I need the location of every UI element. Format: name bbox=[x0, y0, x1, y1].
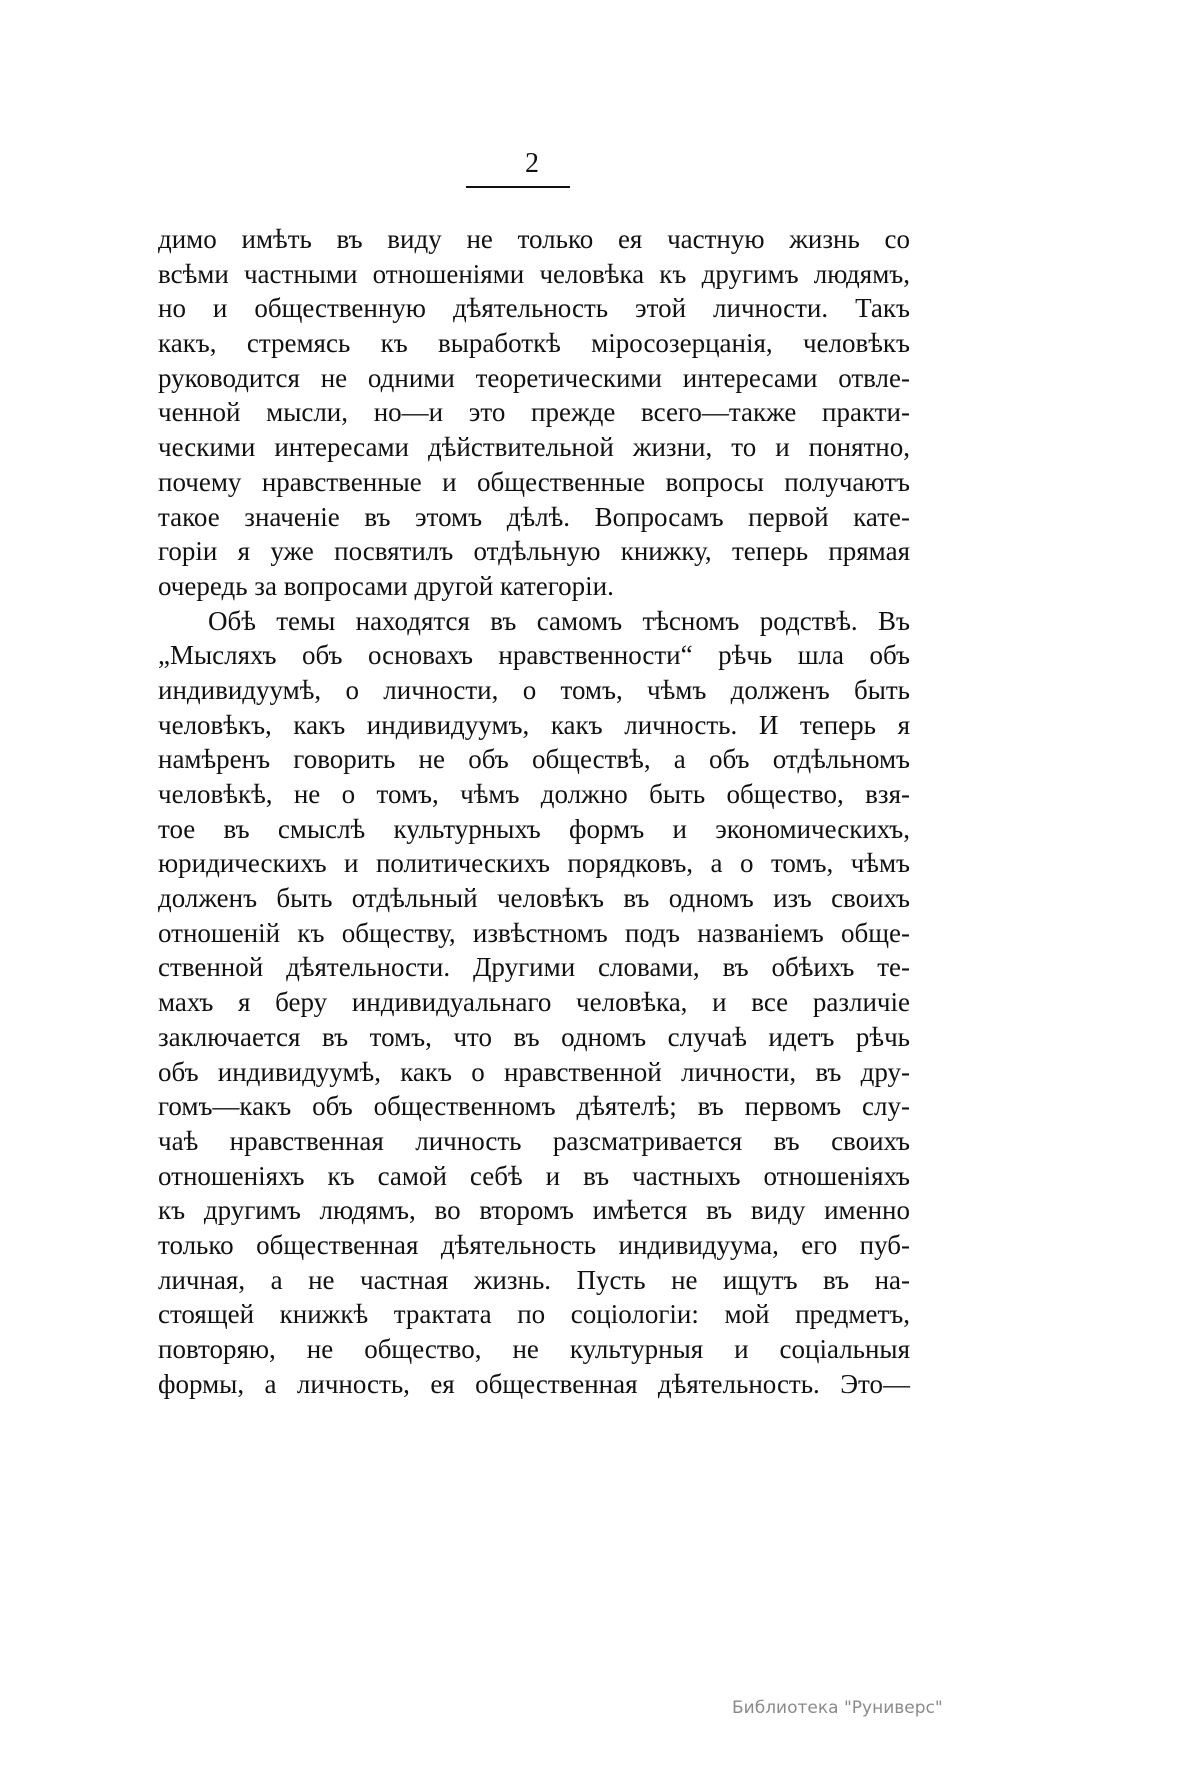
text-line: стоящей книжкѣ трактата по соціологіи: мой предметъ, bbox=[158, 1299, 910, 1330]
body-text bbox=[158, 222, 910, 1401]
text-line: очередь за вопросами другой категоріи. bbox=[158, 570, 614, 601]
text-line: Обѣ темы находятся въ самомъ тѣсномъ родствѣ. Въ bbox=[208, 605, 910, 636]
text-line: горіи я уже посвятилъ отдѣльную книжку, теперь прямая bbox=[158, 536, 910, 567]
text-line: такое значеніе въ этомъ дѣлѣ. Вопросамъ первой кате- bbox=[158, 501, 910, 532]
text-line: формы, а личность, ея общественная дѣятельность. Это— bbox=[158, 1368, 910, 1399]
text-line: человѣкъ, какъ индивидуумъ, какъ личность. И теперь я bbox=[158, 709, 910, 740]
header-rule bbox=[466, 186, 570, 188]
page-number: 2 bbox=[525, 148, 539, 179]
text-line: намѣренъ говорить не объ обществѣ, а объ отдѣльномъ bbox=[158, 744, 910, 775]
text-line: заключается въ томъ, что въ одномъ случаѣ идетъ рѣчь bbox=[158, 1021, 910, 1052]
text-line: какъ, стремясь къ выработкѣ міросозерцанія, человѣкъ bbox=[158, 328, 910, 359]
library-watermark: Библиотека "Руниверс" bbox=[732, 1698, 943, 1718]
text-line: „Мысляхъ объ основахъ нравственности“ рѣчь шла объ bbox=[158, 640, 910, 671]
text-line: димо имѣть въ виду не только ея частную жизнь со bbox=[158, 224, 910, 254]
text-line: объ индивидуумѣ, какъ о нравственной личности, въ дру- bbox=[158, 1056, 910, 1087]
text-line: тое въ смыслѣ культурныхъ формъ и экономическихъ, bbox=[158, 813, 910, 844]
text-line: долженъ быть отдѣльный человѣкъ въ одномъ изъ своихъ bbox=[158, 883, 910, 914]
text-line: чаѣ нравственная личность разсматривается въ своихъ bbox=[158, 1125, 910, 1156]
text-line: только общественная дѣятельность индивидуума, его пуб- bbox=[158, 1229, 910, 1260]
text-line: но и общественную дѣятельность этой личности. Такъ bbox=[158, 293, 910, 324]
text-line: руководится не одними теоретическими интересами отвле- bbox=[158, 362, 910, 393]
text-line: повторяю, не общество, не культурныя и соціальныя bbox=[158, 1334, 910, 1364]
text-line: индивидуумѣ, о личности, о томъ, чѣмъ долженъ быть bbox=[158, 674, 910, 705]
text-line: отношеніяхъ къ самой себѣ и въ частныхъ отношеніяхъ bbox=[158, 1160, 910, 1191]
text-line: человѣкѣ, не о томъ, чѣмъ должно быть общество, взя- bbox=[158, 779, 910, 809]
text-line: отношеній къ обществу, извѣстномъ подъ названіемъ обще- bbox=[158, 917, 910, 948]
text-line: почему нравственные и общественные вопросы получаютъ bbox=[158, 466, 910, 497]
text-line: къ другимъ людямъ, во второмъ имѣется въ виду именно bbox=[158, 1195, 910, 1226]
text-line: махъ я беру индивидуальнаго человѣка, и все различіе bbox=[158, 987, 910, 1018]
text-line: всѣми частными отношеніями человѣка къ другимъ людямъ, bbox=[158, 258, 910, 289]
text-line: ченной мысли, но—и это прежде всего—также практи- bbox=[158, 397, 910, 428]
text-line: ческими интересами дѣйствительной жизни, то и понятно, bbox=[158, 432, 910, 463]
text-line: личная, а не частная жизнь. Пусть не ищутъ въ на- bbox=[158, 1264, 910, 1295]
text-line: гомъ—какъ объ общественномъ дѣятелѣ; въ первомъ слу- bbox=[158, 1091, 910, 1122]
text-line: юридическихъ и политическихъ порядковъ, а о томъ, чѣмъ bbox=[158, 848, 910, 879]
text-line: ственной дѣятельности. Другими словами, въ обѣихъ те- bbox=[158, 952, 910, 983]
